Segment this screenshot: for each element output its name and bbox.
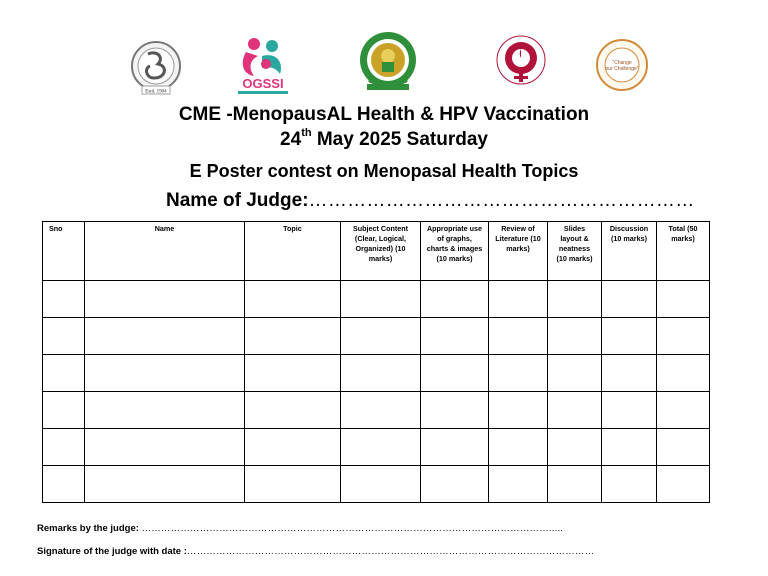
score-cell[interactable] — [421, 318, 489, 355]
score-cell[interactable] — [602, 318, 657, 355]
score-cell[interactable] — [245, 392, 341, 429]
score-cell[interactable] — [548, 281, 602, 318]
score-cell[interactable] — [489, 429, 548, 466]
score-cell[interactable] — [245, 466, 341, 503]
score-cell[interactable] — [43, 281, 85, 318]
score-cell[interactable] — [548, 429, 602, 466]
score-cell[interactable] — [421, 355, 489, 392]
header-discussion: Discussion (10 marks) — [602, 222, 657, 281]
header-slides-layout: Slides layout & neatness (10 marks) — [548, 222, 602, 281]
menopause-society-logo — [492, 34, 550, 90]
svg-text:our Challenge": our Challenge" — [605, 66, 639, 72]
date-day: 24 — [280, 129, 302, 150]
score-cell[interactable] — [341, 466, 421, 503]
score-cell[interactable] — [489, 318, 548, 355]
change-our-challenge-seal — [591, 38, 653, 92]
score-cell[interactable] — [341, 355, 421, 392]
table-row — [43, 429, 710, 466]
header-subject-content: Subject Content (Clear, Logical, Organized) (10 marks) — [341, 222, 421, 281]
table-row — [43, 392, 710, 429]
score-cell[interactable] — [43, 429, 85, 466]
score-cell[interactable] — [245, 281, 341, 318]
score-cell[interactable] — [421, 392, 489, 429]
score-cell[interactable] — [657, 466, 710, 503]
score-cell[interactable] — [657, 318, 710, 355]
score-cell[interactable] — [602, 392, 657, 429]
event-date — [0, 129, 768, 151]
score-cell[interactable] — [657, 281, 710, 318]
score-cell[interactable] — [548, 466, 602, 503]
score-cell[interactable] — [602, 355, 657, 392]
score-cell[interactable] — [245, 355, 341, 392]
score-cell[interactable] — [657, 355, 710, 392]
table-row — [43, 318, 710, 355]
score-cell[interactable] — [421, 466, 489, 503]
score-cell[interactable] — [85, 392, 245, 429]
score-table — [42, 221, 710, 503]
score-cell[interactable] — [489, 355, 548, 392]
score-cell[interactable] — [341, 429, 421, 466]
score-cell[interactable] — [245, 429, 341, 466]
score-cell[interactable] — [85, 355, 245, 392]
score-cell[interactable] — [548, 355, 602, 392]
header-sno: Sno — [43, 222, 85, 281]
score-cell[interactable] — [548, 318, 602, 355]
remarks-dots: ………………………………………………………………………………………………………………..... — [141, 523, 564, 534]
header-topic: Topic — [245, 222, 341, 281]
score-cell[interactable] — [85, 281, 245, 318]
score-cell[interactable] — [85, 318, 245, 355]
score-table-body — [43, 281, 710, 503]
signature-field[interactable] — [37, 546, 594, 557]
svg-text:"Change: "Change — [612, 60, 632, 66]
score-cell[interactable] — [602, 429, 657, 466]
score-cell[interactable] — [657, 392, 710, 429]
score-cell[interactable] — [341, 392, 421, 429]
score-cell[interactable] — [341, 281, 421, 318]
table-row — [43, 355, 710, 392]
signature-label: Signature of the judge with date : — [37, 546, 187, 557]
score-cell[interactable] — [43, 355, 85, 392]
judge-label: Name of Judge: — [166, 190, 309, 211]
green-medical-emblem — [355, 30, 421, 94]
header-name: Name — [85, 222, 245, 281]
svg-text:Estd. 1904: Estd. 1904 — [145, 89, 167, 95]
table-row — [43, 466, 710, 503]
score-cell[interactable] — [43, 466, 85, 503]
table-header-row — [43, 222, 710, 281]
header-review-literature: Review of Literature (10 marks) — [489, 222, 548, 281]
score-cell[interactable] — [657, 429, 710, 466]
score-cell[interactable] — [43, 392, 85, 429]
remarks-field[interactable] — [37, 523, 563, 534]
table-row — [43, 281, 710, 318]
score-cell[interactable] — [421, 429, 489, 466]
score-cell[interactable] — [489, 466, 548, 503]
remarks-label: Remarks by the judge: — [37, 523, 142, 534]
score-cell[interactable] — [245, 318, 341, 355]
contest-subtitle: E Poster contest on Menopasal Health Topics — [189, 161, 579, 181]
score-cell[interactable] — [489, 281, 548, 318]
score-cell[interactable] — [85, 429, 245, 466]
score-cell[interactable] — [341, 318, 421, 355]
date-suffix: th — [301, 127, 312, 139]
header-appropriate-graphs: Appropriate use of graphs, charts & images (10 marks) — [421, 222, 489, 281]
score-cell[interactable] — [43, 318, 85, 355]
score-cell[interactable] — [85, 466, 245, 503]
page-title: CME -MenopausAL Health & HPV Vaccination — [178, 104, 590, 125]
score-cell[interactable] — [602, 281, 657, 318]
judge-dots: …………………………………………………… — [308, 190, 695, 211]
logo-strip — [0, 28, 768, 100]
signature-dots: ……………………………………………………………………………………………………………… — [186, 546, 595, 557]
header-total: Total (50 marks) — [657, 222, 710, 281]
score-cell[interactable] — [489, 392, 548, 429]
score-cell[interactable] — [602, 466, 657, 503]
svg-text:OGSSI: OGSSI — [242, 76, 284, 91]
society-seal-logo — [128, 40, 184, 96]
score-cell[interactable] — [421, 281, 489, 318]
ogssi-logo — [232, 32, 294, 96]
score-cell[interactable] — [548, 392, 602, 429]
date-rest: May 2025 Saturday — [311, 129, 488, 150]
judge-name-field[interactable] — [166, 190, 695, 212]
